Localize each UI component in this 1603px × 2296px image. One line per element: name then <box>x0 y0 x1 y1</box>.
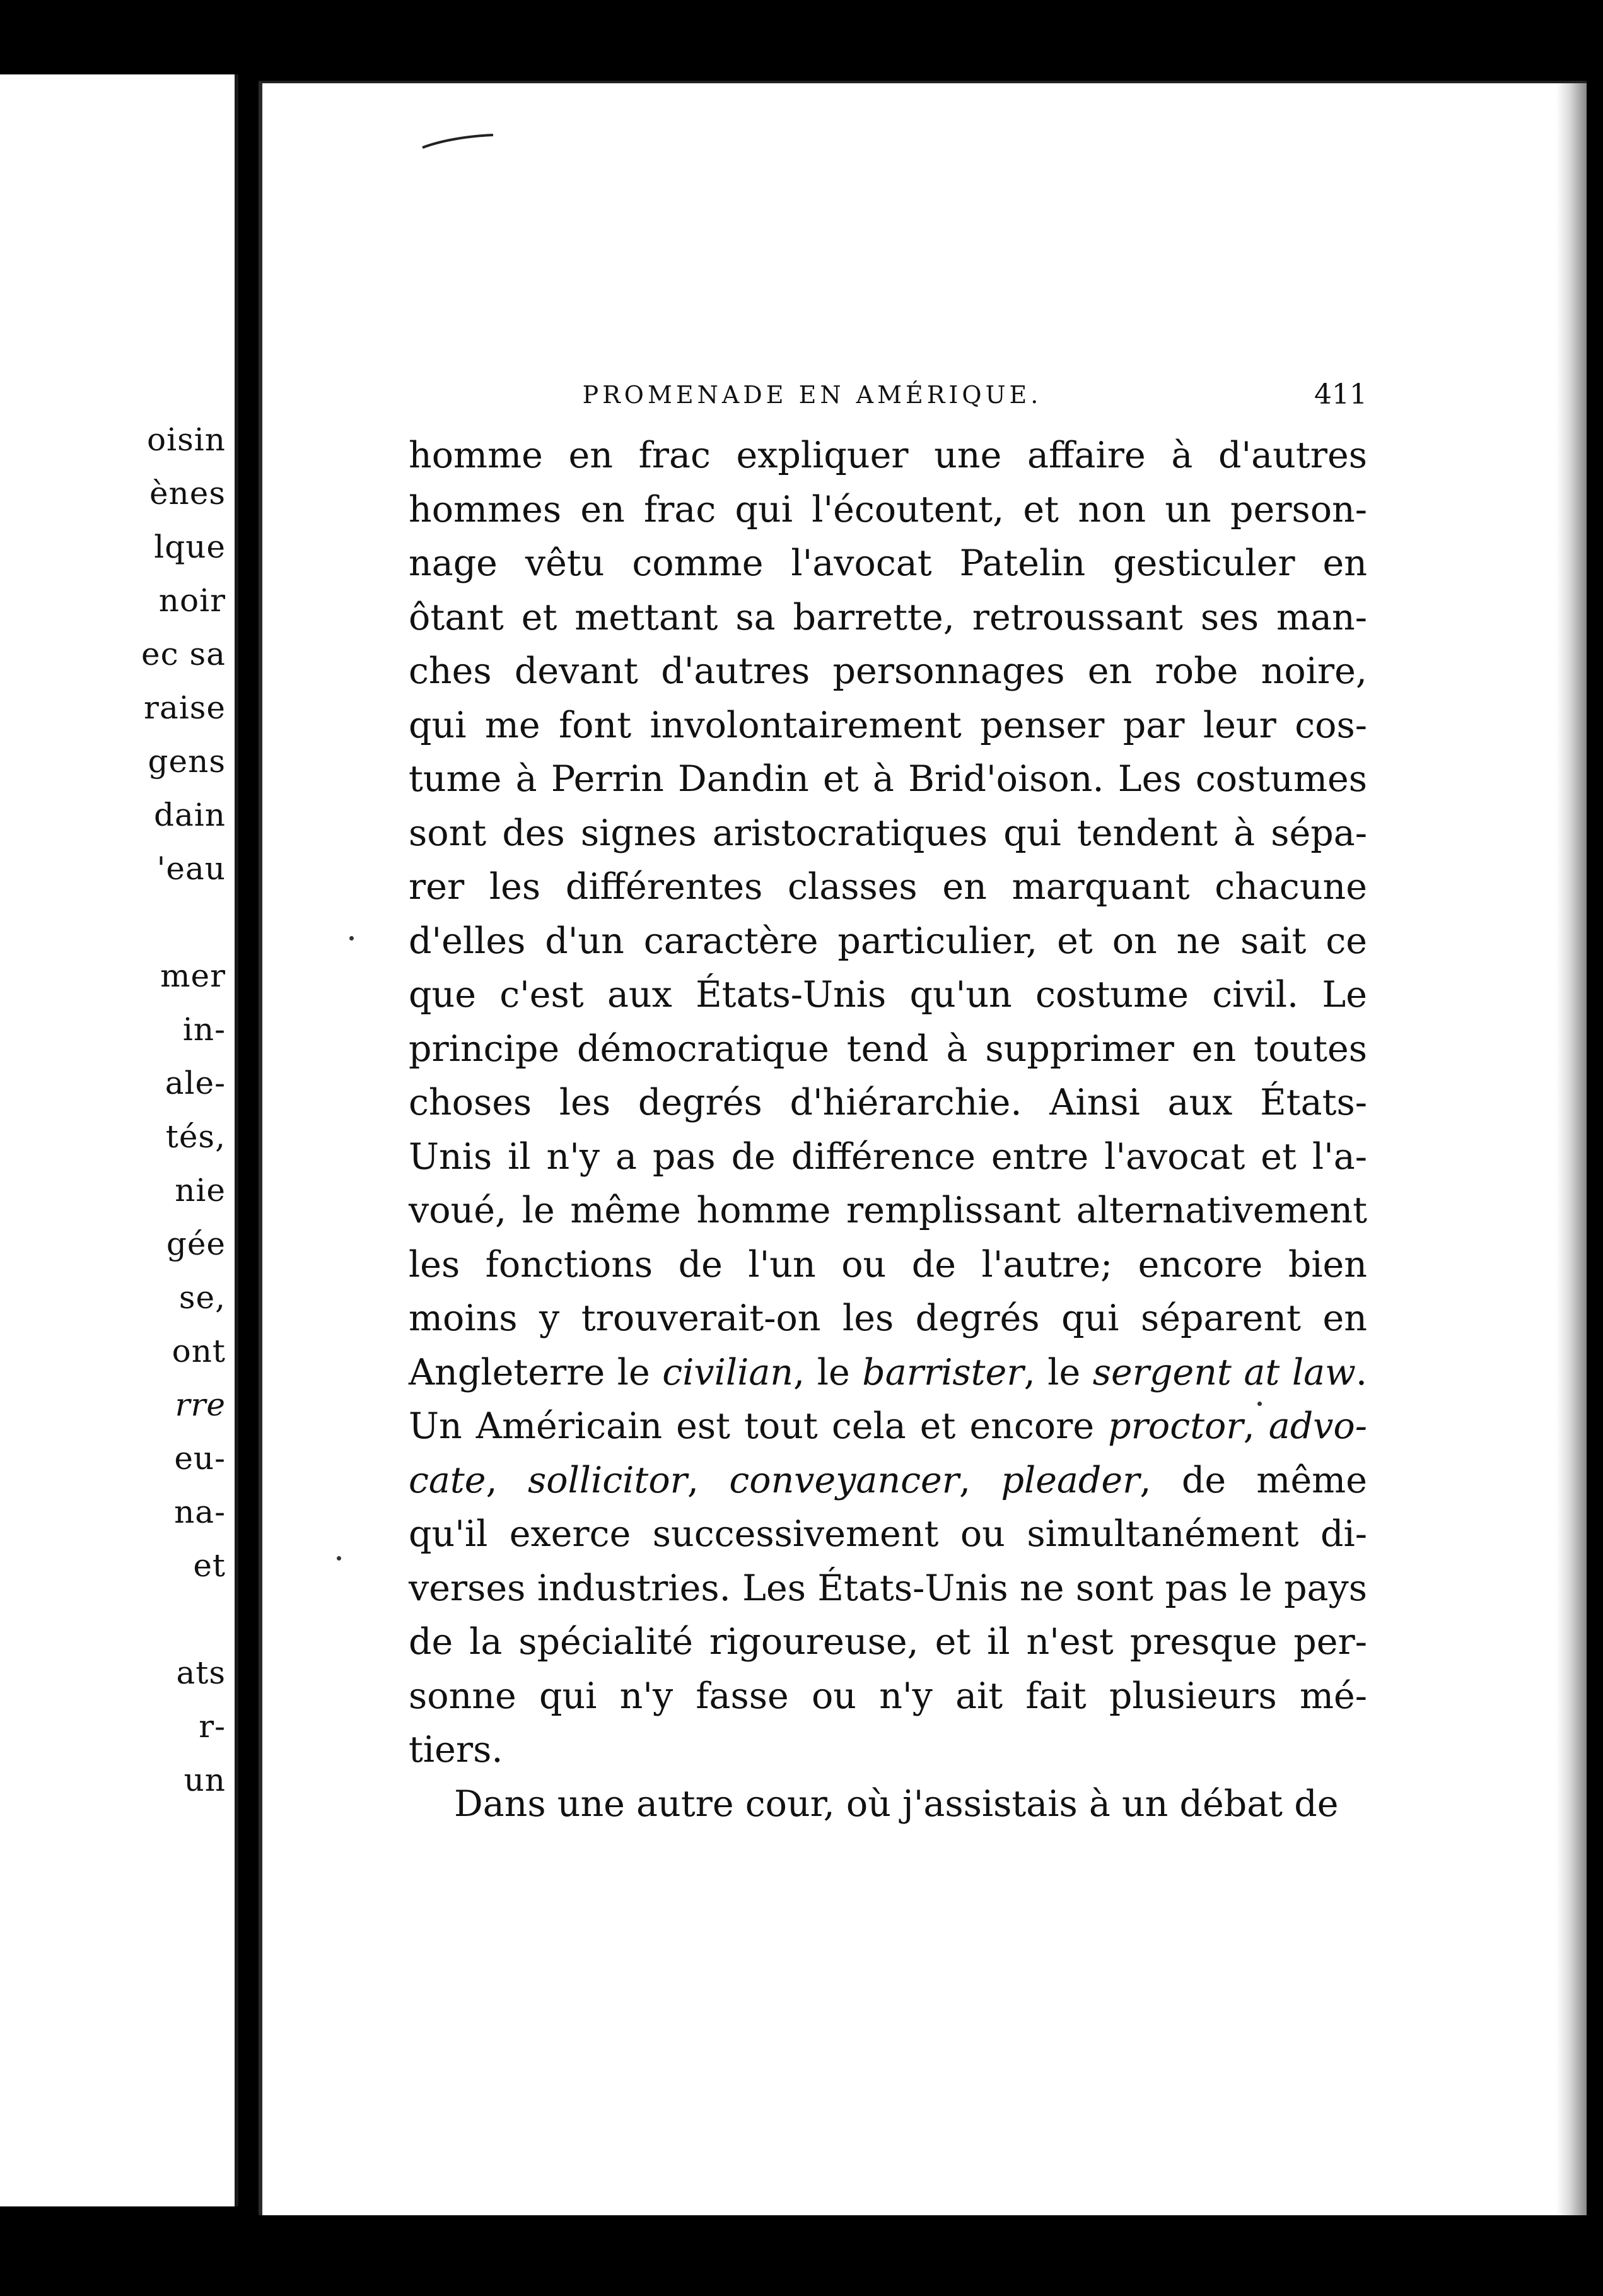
text-line-italic-terms <box>409 1346 1367 1400</box>
text-line-italic-terms <box>409 1454 1367 1508</box>
italic-term: cate <box>409 1459 486 1501</box>
page-edge-shadow <box>1556 83 1587 2215</box>
text-span: , <box>687 1459 730 1501</box>
text-line: d'elles d'un caractère particulier, et on ne sait ce <box>409 920 1367 962</box>
left-fragment: na- <box>174 1494 226 1530</box>
text-line: ches devant d'autres personnages en robe noire, <box>409 650 1367 692</box>
text-span: Angleterre le <box>409 1351 663 1393</box>
left-fragment: ale- <box>165 1065 226 1101</box>
text-line: qu'il exerce successivement ou simultanément di- <box>409 1513 1367 1555</box>
text-line: moins y trouverait-on les degrés qui séparent en <box>409 1297 1367 1339</box>
text-line: qui me font involontairement penser par leur cos- <box>409 704 1367 746</box>
italic-term: advo- <box>1268 1405 1367 1447</box>
italic-term: conveyancer <box>729 1459 960 1501</box>
left-fragment: tés, <box>165 1118 226 1155</box>
text-line: tiers. <box>409 1729 503 1771</box>
left-fragment: r- <box>199 1708 226 1745</box>
text-span: , <box>1243 1405 1269 1447</box>
text-line: voué, le même homme remplissant alternativement <box>409 1190 1367 1231</box>
left-fragment: un <box>184 1762 226 1798</box>
left-fragment: 'eau <box>156 850 226 887</box>
italic-term: proctor <box>1108 1405 1244 1447</box>
left-fragment: noir <box>158 582 226 619</box>
running-head: PROMENADE EN AMÉRIQUE. <box>582 381 1042 409</box>
left-fragment: eu- <box>174 1440 226 1477</box>
text-line: nage vêtu comme l'avocat Patelin gesticuler en <box>409 542 1367 584</box>
text-line: tume à Perrin Dandin et à Brid'oison. Les costumes <box>409 758 1367 800</box>
text-line: les fonctions de l'un ou de l'autre; encore bien <box>409 1243 1367 1286</box>
left-fragment: rre <box>175 1386 226 1423</box>
left-fragment: raise <box>144 689 226 726</box>
text-span: , le <box>1023 1351 1093 1393</box>
text-line: homme en frac expliquer une affaire à d'autres <box>409 435 1367 476</box>
left-fragment: nie <box>175 1172 226 1209</box>
text-line: rer les différentes classes en marquant chacune <box>409 866 1367 908</box>
text-line: Unis il n'y a pas de différence entre l'avocat et l'a- <box>409 1135 1367 1178</box>
text-line: hommes en frac qui l'écoutent, et non un person- <box>409 488 1367 530</box>
text-span: Un Américain est tout cela et encore <box>409 1405 1109 1447</box>
left-facing-page <box>0 74 238 2206</box>
left-fragment: in- <box>182 1011 226 1048</box>
left-fragment: gée <box>166 1226 226 1262</box>
page-number: 411 <box>1314 378 1367 411</box>
italic-term: civilian <box>662 1351 794 1393</box>
italic-term: sergent at law <box>1092 1351 1356 1393</box>
left-fragment: lque <box>154 529 226 565</box>
text-line-italic-terms <box>409 1400 1367 1454</box>
stray-ink-dot <box>337 1556 341 1561</box>
left-fragment: ec sa <box>141 636 226 672</box>
text-line: ôtant et mettant sa barrette, retroussant ses man- <box>409 596 1367 638</box>
text-span: , <box>959 1459 1001 1501</box>
pen-mark <box>420 132 496 150</box>
left-fragment: ènes <box>149 475 226 512</box>
text-line: choses les degrés d'hiérarchie. Ainsi aux États- <box>409 1082 1367 1123</box>
text-line: de la spécialité rigoureuse, et il n'est presque per- <box>409 1621 1367 1663</box>
text-span: , <box>486 1459 528 1501</box>
left-fragment: ont <box>172 1333 226 1369</box>
left-fragment: ats <box>176 1655 226 1691</box>
italic-term: pleader <box>1001 1459 1140 1501</box>
text-line: sonne qui n'y fasse ou n'y ait fait plusieurs mé- <box>409 1675 1367 1717</box>
stray-ink-dot <box>349 936 354 940</box>
text-line: sont des signes aristocratiques qui tendent à sépa- <box>409 812 1367 854</box>
left-fragment: dain <box>153 797 226 833</box>
left-fragment: mer <box>160 958 226 994</box>
left-fragment: gens <box>148 743 226 780</box>
paragraph-start-line: Dans une autre cour, où j'assistais à un débat de <box>454 1783 1339 1825</box>
text-line: verses industries. Les États-Unis ne sont pas le pays <box>409 1567 1367 1609</box>
page-header <box>409 375 1367 419</box>
italic-term: barrister <box>862 1351 1024 1393</box>
left-fragment: oisin <box>147 421 226 458</box>
text-span: , le <box>793 1351 863 1393</box>
italic-term: sollicitor <box>528 1459 687 1501</box>
text-span: , de même <box>1140 1459 1367 1501</box>
left-fragment: et <box>193 1547 226 1584</box>
text-span: . <box>1355 1351 1367 1393</box>
book-page <box>259 81 1587 2215</box>
text-line: principe démocratique tend à supprimer en toutes <box>409 1028 1367 1070</box>
body-text <box>409 429 1367 1831</box>
left-fragment: se, <box>178 1279 226 1316</box>
text-line: que c'est aux États-Unis qu'un costume civil. Le <box>409 974 1367 1016</box>
